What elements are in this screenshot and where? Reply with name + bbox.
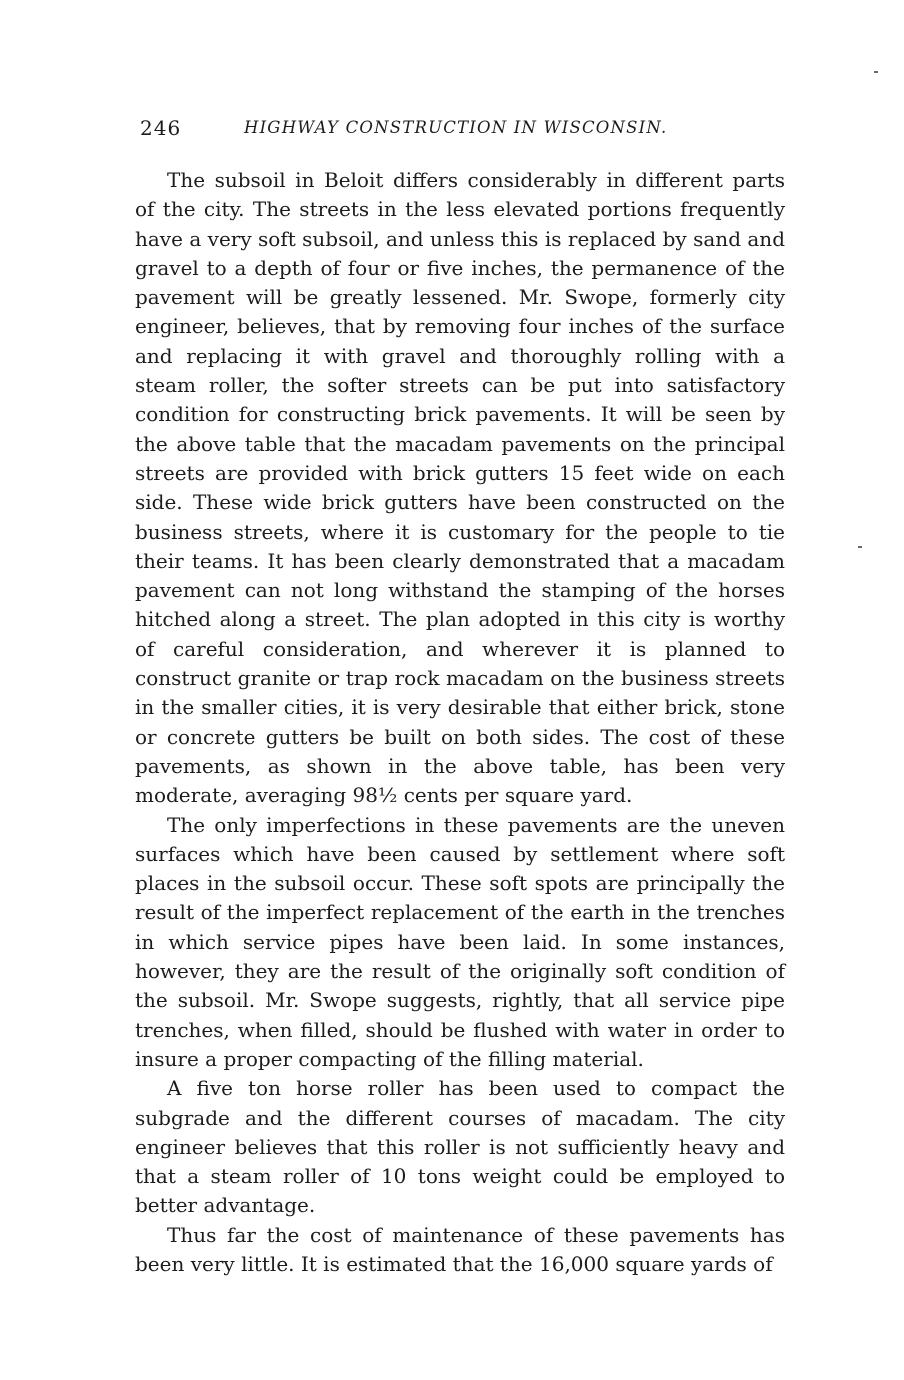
page-number: 246 bbox=[140, 116, 182, 140]
body-text bbox=[135, 166, 785, 1279]
running-title: HIGHWAY CONSTRUCTION IN WISCONSIN. bbox=[244, 118, 668, 137]
paragraph-roller: A five ton horse roller has been used to compact the subgrade and the different courses of macadam. The city engineer believes that this roller is not sufficiently heavy and that a steam roller of 10 tons weight could be employed to better advantage. bbox=[135, 1076, 785, 1218]
page-header bbox=[140, 116, 700, 142]
stray-ink-mark bbox=[858, 546, 862, 548]
stray-ink-mark bbox=[874, 71, 878, 73]
paragraph-maintenance: Thus far the cost of maintenance of these pavements has been very little. It is estimated that the 16,000 square yards of bbox=[135, 1222, 785, 1276]
paragraph-imperfections: The only imperfections in these pavements are the uneven surfaces which have been caused by settlement where soft places in the subsoil occur. These soft spots are principally the result of the imperfect replacement of the earth in the trenches in which service pipes have been laid. In some instances, however, they are the result of the originally soft condition of the subsoil. Mr. Swope suggests, rightly, that all service pipe trenches, when filled, should be flushed with water in order to insure a proper compacting of the filling material. bbox=[135, 812, 785, 1071]
paragraph-subsoil: The subsoil in Beloit differs considerably in different parts of the city. The streets in the less elevated portions frequently have a very soft subsoil, and unless this is replaced by sand and gravel to a depth of four or five inches, the permanence of the pavement will be greatly lessened. Mr. Swope, formerly city engineer, believes, that by removing four inches of the surface and replacing it with gravel and thoroughly rolling with a steam roller, the softer streets can be put into satisfactory condition for constructing brick pavements. It will be seen by the above table that the macadam pavements on the principal streets are provided with brick gutters 15 feet wide on each side. These wide brick gutters have been constructed on the business streets, where it is customary for the people to tie their teams. It has been clearly demonstrated that a macadam pavement can not long withstand the stamping of the horses hitched along a street. The plan adopted in this city is worthy of careful consideration, and wherever it is planned to construct granite or trap rock macadam on the business streets in the smaller cities, it is very desirable that either brick, stone or concrete gutters be built on both sides. The cost of these pavements, as shown in the above table, has been very moderate, averaging 98½ cents per square yard. bbox=[135, 168, 785, 808]
